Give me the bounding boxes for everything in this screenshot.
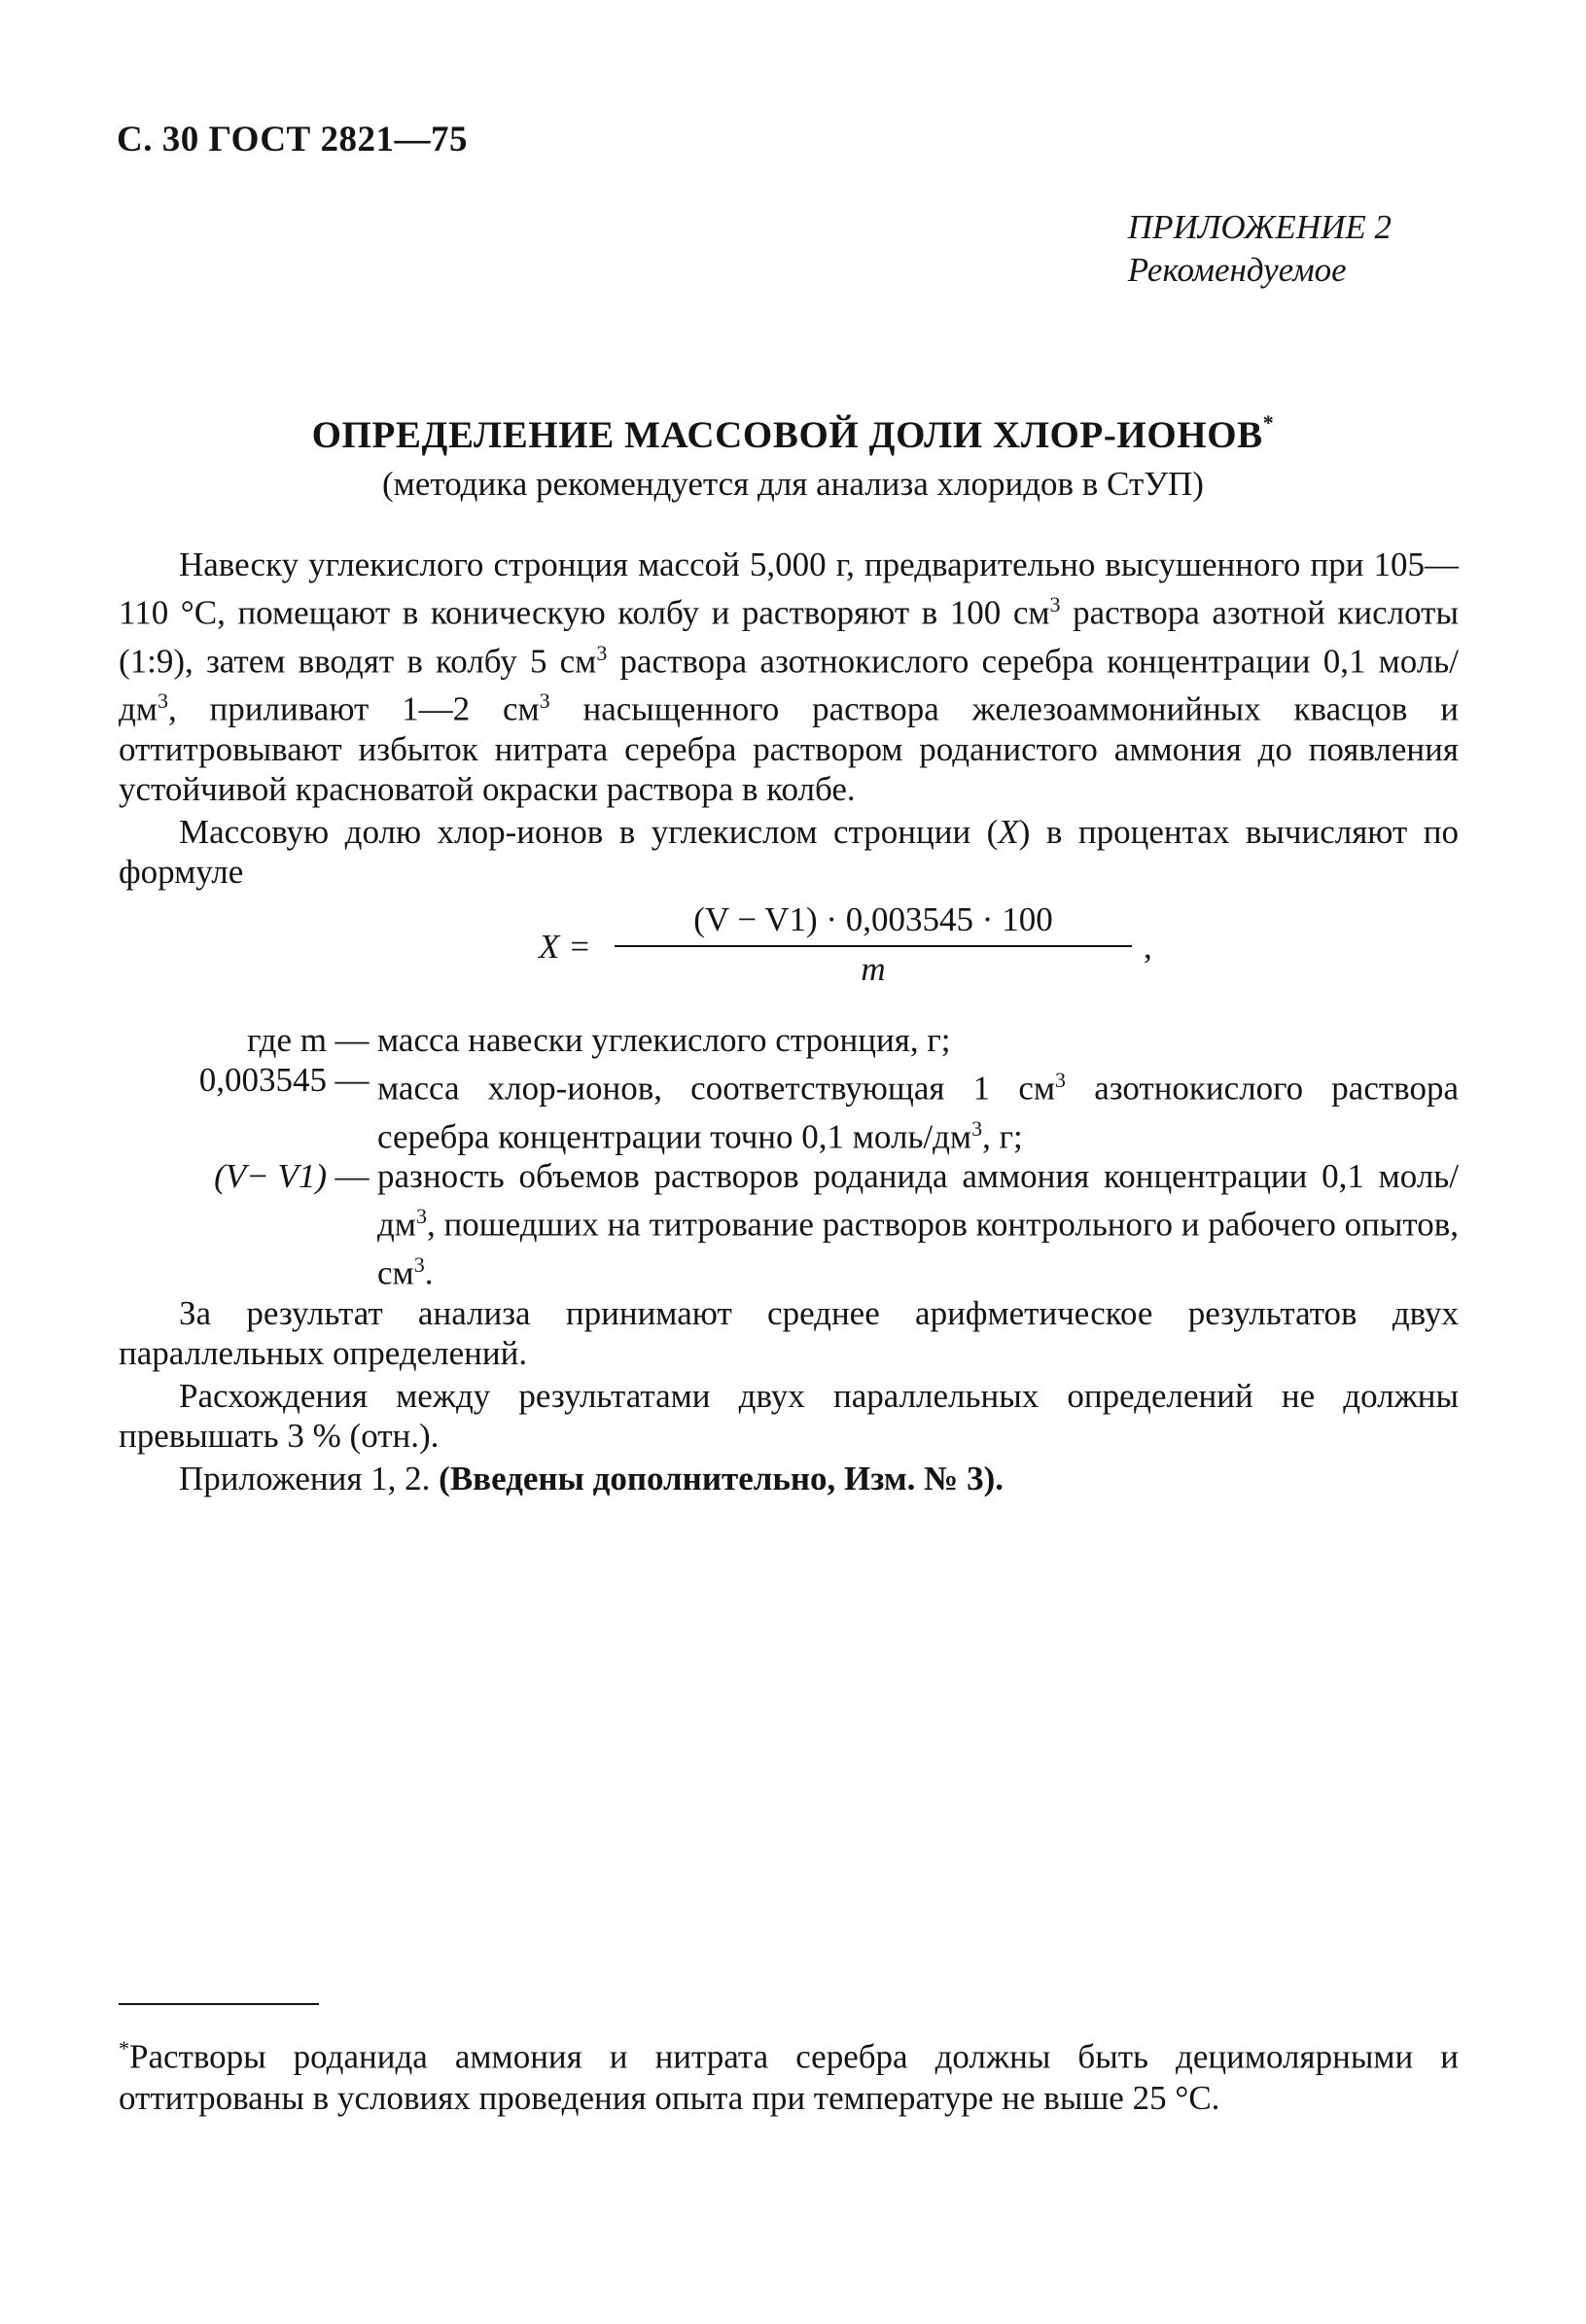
formula-numerator: (V − V1) · 0,003545 · 100 xyxy=(693,899,1053,938)
legend-dash: — xyxy=(335,1060,370,1099)
paragraph-formula-intro: Массовую долю хлор-ионов в углекислом стронции (X) в процентах вычисляют по формуле xyxy=(119,812,1459,891)
formula-legend xyxy=(119,1020,1459,1293)
appendix-block xyxy=(1128,206,1392,292)
legend-desc: масса навески углекислого стронция, г; xyxy=(377,1020,951,1059)
formula-comma: , xyxy=(1144,927,1152,966)
section-subtitle: (методика рекомендуется для анализа хлоридов в СтУП) xyxy=(382,465,1204,503)
legend-dash: — xyxy=(335,1157,370,1196)
section-title xyxy=(0,410,1586,457)
legend-row xyxy=(119,1060,1459,1156)
legend-desc: масса хлор-ионов, соответствующая 1 $см^3$ азотнокислого раствора серебра концентрации точно 0,1 моль/$дм^3$, г; xyxy=(377,1067,1459,1156)
document-body xyxy=(119,545,1459,1498)
legend-term: 0,003545 xyxy=(198,1060,327,1099)
page-header: С. 30 ГОСТ 2821—75 xyxy=(117,120,468,159)
legend-desc: разность объемов растворов роданида аммония концентрации 0,1 моль/$дм^3$, пошедших на титрование растворов контрольного и рабочего опытов, $см^3$. xyxy=(377,1157,1459,1292)
legend-term: где m xyxy=(247,1020,327,1059)
formula xyxy=(119,899,1459,1016)
formula-lhs: X = xyxy=(539,927,591,966)
section-title-text: ОПРЕДЕЛЕНИЕ МАССОВОЙ ДОЛИ ХЛОР-ИОНОВ xyxy=(311,414,1263,456)
appendix-status: Рекомендуемое xyxy=(1127,251,1347,289)
footnote-marker: * xyxy=(1262,410,1275,435)
paragraph-amendment: Приложения 1, 2. (Введены дополнительно, Изм. № 3). xyxy=(179,1459,1004,1497)
legend-row xyxy=(119,1156,1459,1292)
footnote-marker: * xyxy=(119,2036,129,2060)
formula-denominator: m xyxy=(861,949,886,988)
paragraph-procedure: Навеску углекислого стронция массой 5,000 г, предварительно высушенного при 105—110 °С, помещают в коническую колбу и растворяют в 100 $см^3$ раствора азотной кислоты (1:9), затем вводят в колбу 5 $см^3$ раствора азотнокислого серебра концентрации 0,1 моль/$дм^3$, приливают 1—2 $см^3$ насыщенного раствора железоаммонийных квасцов и оттитровывают избыток нитрата серебра раствором роданистого аммония до появления устойчивой красноватой окраски раствора в колбе. xyxy=(119,546,1460,808)
legend-row xyxy=(119,1020,1459,1060)
legend-term: (V− V1) xyxy=(214,1157,327,1196)
paragraph-tolerance: Расхождения между результатами двух параллельных определений не должны превышать 3 % (отн.). xyxy=(119,1376,1459,1455)
footnote-text: Растворы роданида аммония и нитрата серебра должны быть децимолярными и оттитрованы в условиях проведения опыта при температуре не выше 25 °С. xyxy=(119,2037,1459,2117)
formula-fraction xyxy=(615,899,1132,989)
footnote-divider xyxy=(119,2003,319,2005)
appendix-label: ПРИЛОЖЕНИЕ 2 xyxy=(1127,208,1392,246)
footnote xyxy=(119,2028,1459,2119)
paragraph-result: За результат анализа принимают среднее арифметическое результатов двух параллельных определений. xyxy=(119,1293,1459,1372)
legend-dash: — xyxy=(335,1020,370,1059)
